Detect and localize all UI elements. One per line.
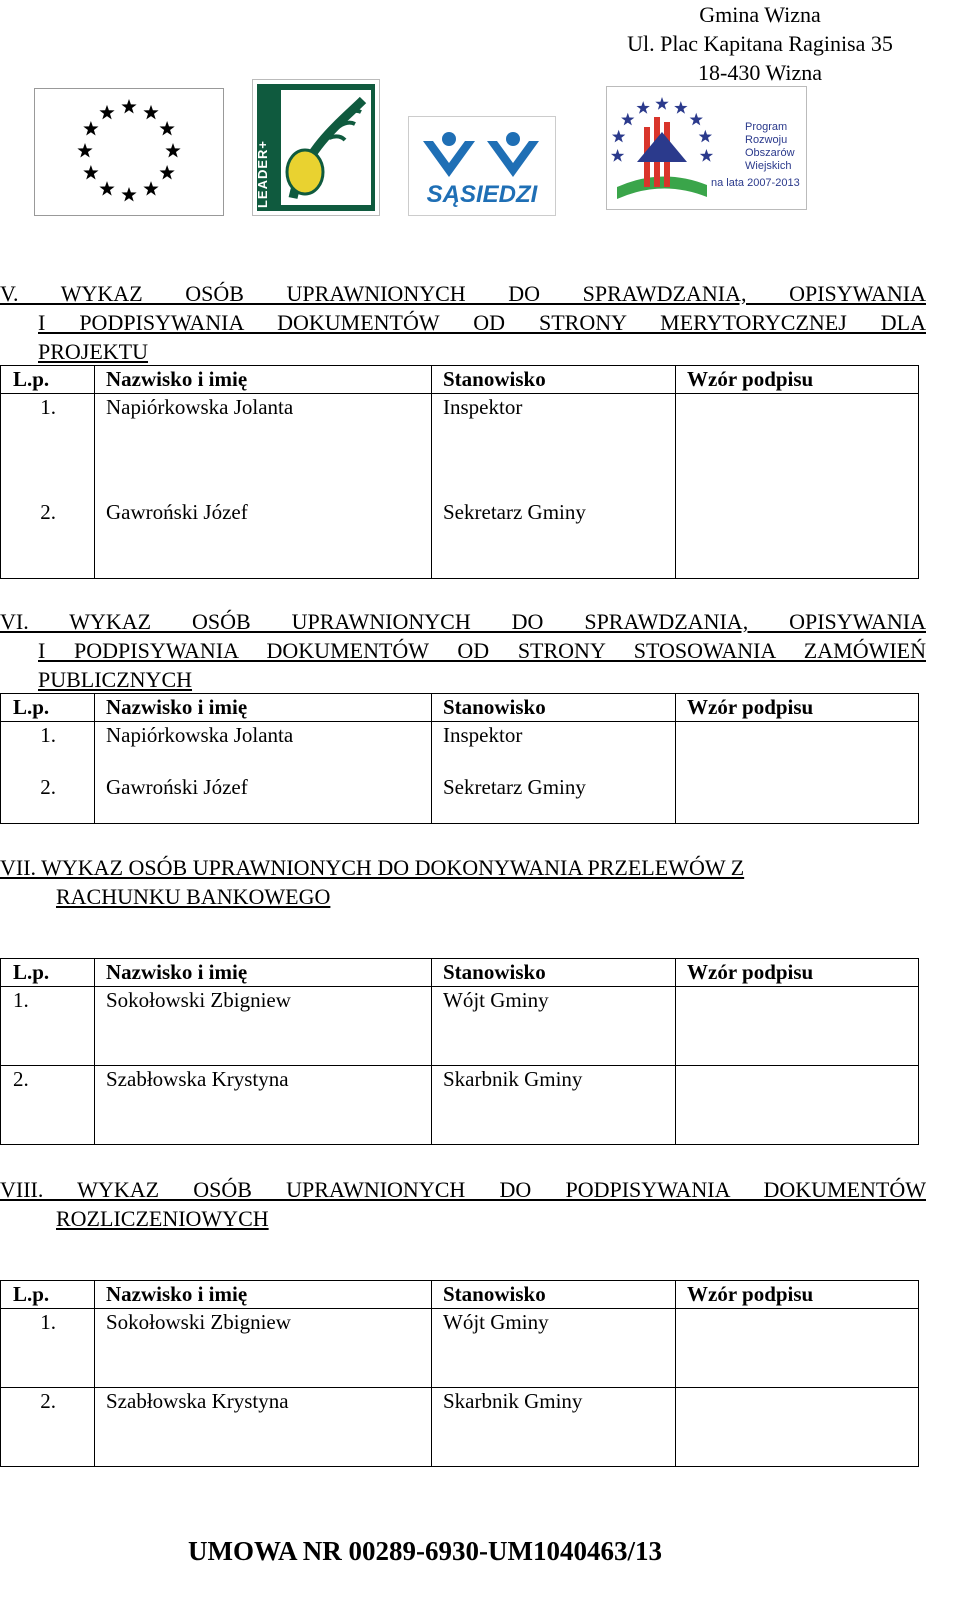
- name-cell: Szabłowska Krystyna: [95, 1066, 432, 1145]
- prow-star-icon: [637, 101, 650, 114]
- position-header: Stanowisko: [432, 959, 676, 987]
- position-cell: Skarbnik Gminy: [432, 1388, 676, 1467]
- leader-logo: [252, 79, 380, 216]
- prow-star-icon: [655, 97, 668, 110]
- prow-text-line: Obszarów: [745, 147, 795, 159]
- name-cell: Sokołowski Zbigniew: [95, 1309, 432, 1388]
- section-vii-heading: [0, 853, 926, 911]
- signature-cell[interactable]: [676, 987, 919, 1066]
- name-header: Nazwisko i imię: [95, 694, 432, 722]
- lp-header: L.p.: [1, 959, 95, 987]
- signature-cell[interactable]: [676, 1309, 919, 1388]
- table-row: [1, 722, 919, 824]
- eu-star-icon: [121, 99, 136, 114]
- position-value: Sekretarz Gminy: [443, 500, 586, 524]
- section-v-heading: [0, 279, 926, 366]
- municipality-address: [600, 0, 920, 87]
- name-cell: Szabłowska Krystyna: [95, 1388, 432, 1467]
- sasiedzi-logo: [408, 116, 556, 216]
- prow-star-icon: [690, 113, 703, 126]
- lp-cell: [1, 722, 95, 824]
- heading-line: VIII. WYKAZ OSÓB UPRAWNIONYCH DO PODPISYWANIA DOKUMENTÓW: [0, 1177, 926, 1202]
- heading-line: ROZLICZENIOWYCH: [56, 1206, 269, 1231]
- heading-line: I PODPISYWANIA DOKUMENTÓW OD STRONY MERYTORYCZNEJ DLA: [38, 310, 926, 335]
- name-value: Gawroński Józef: [106, 500, 248, 524]
- section-vii-table: [0, 958, 919, 1145]
- signature-cell[interactable]: [676, 1066, 919, 1145]
- eu-flag-logo: [34, 88, 224, 216]
- eu-star-icon: [77, 143, 92, 158]
- signature-cell[interactable]: [676, 722, 919, 824]
- lp-cell: 2.: [1, 1066, 95, 1145]
- position-header: Stanowisko: [432, 694, 676, 722]
- name-cell: [95, 722, 432, 824]
- position-cell: Skarbnik Gminy: [432, 1066, 676, 1145]
- prow-emblem-icon: [607, 87, 717, 209]
- name-cell: [95, 394, 432, 579]
- table-row: [1, 1066, 919, 1145]
- position-header: Stanowisko: [432, 1281, 676, 1309]
- position-header: Stanowisko: [432, 366, 676, 394]
- prow-text-line: Rozwoju: [745, 134, 788, 146]
- signature-header: Wzór podpisu: [676, 366, 919, 394]
- section-v-table: [0, 365, 919, 579]
- prow-logo: [606, 86, 807, 210]
- section-viii-table: [0, 1280, 919, 1467]
- name-cell: Sokołowski Zbigniew: [95, 987, 432, 1066]
- prow-text: [745, 121, 795, 173]
- section-vi-table: [0, 693, 919, 824]
- name-value: Gawroński Józef: [106, 775, 248, 799]
- eu-star-icon: [160, 165, 175, 180]
- heading-line: RACHUNKU BANKOWEGO: [56, 884, 331, 909]
- people-icon: [409, 117, 555, 187]
- lp-value: 2.: [40, 500, 56, 524]
- address-line: Ul. Plac Kapitana Raginisa 35: [627, 31, 893, 56]
- lp-header: L.p.: [1, 366, 95, 394]
- prow-star-icon: [621, 113, 634, 126]
- heading-line: PUBLICZNYCH: [38, 667, 193, 692]
- table-row: [1, 987, 919, 1066]
- eu-star-icon: [121, 187, 136, 202]
- heading-line: V. WYKAZ OSÓB UPRAWNIONYCH DO SPRAWDZANIA, OPISYWANIA: [0, 281, 926, 306]
- lp-value: 1.: [40, 395, 56, 419]
- signature-header: Wzór podpisu: [676, 1281, 919, 1309]
- table-header-row: [1, 959, 919, 987]
- lp-cell: 1.: [1, 1309, 95, 1388]
- eu-star-icon: [83, 165, 98, 180]
- lp-cell: 2.: [1, 1388, 95, 1467]
- heading-line: PROJEKTU: [38, 339, 149, 364]
- lp-header: L.p.: [1, 694, 95, 722]
- name-value: Napiórkowska Jolanta: [106, 723, 294, 747]
- lp-header: L.p.: [1, 1281, 95, 1309]
- lp-value: 1.: [40, 723, 56, 747]
- eu-star-icon: [143, 181, 158, 196]
- lp-value: 2.: [40, 775, 56, 799]
- heading-line: VII. WYKAZ OSÓB UPRAWNIONYCH DO DOKONYWANIA PRZELEWÓW Z: [0, 855, 745, 880]
- prow-period: na lata 2007-2013: [711, 177, 800, 189]
- position-cell: Wójt Gminy: [432, 987, 676, 1066]
- name-value: Napiórkowska Jolanta: [106, 395, 294, 419]
- name-header: Nazwisko i imię: [95, 1281, 432, 1309]
- signature-header: Wzór podpisu: [676, 694, 919, 722]
- lp-cell: 1.: [1, 987, 95, 1066]
- contract-number: UMOWA NR 00289-6930-UM1040463/13: [188, 1536, 662, 1566]
- prow-text-line: Program: [745, 121, 788, 133]
- prow-star-icon: [700, 149, 713, 162]
- prow-star-icon: [612, 130, 625, 143]
- eu-star-icon: [83, 121, 98, 136]
- name-header: Nazwisko i imię: [95, 959, 432, 987]
- heading-line: I PODPISYWANIA DOKUMENTÓW OD STRONY STOSOWANIA ZAMÓWIEŃ: [38, 638, 926, 663]
- prow-star-icon: [611, 149, 624, 162]
- position-cell: Wójt Gminy: [432, 1309, 676, 1388]
- table-row: [1, 394, 919, 579]
- lp-cell: [1, 394, 95, 579]
- table-header-row: [1, 366, 919, 394]
- sasiedzi-wordmark: SĄSIEDZI: [426, 181, 538, 208]
- eu-flag-icon: [35, 89, 223, 215]
- position-value: Sekretarz Gminy: [443, 775, 586, 799]
- eu-star-icon: [165, 143, 180, 158]
- signature-cell[interactable]: [676, 1388, 919, 1467]
- table-row: [1, 1309, 919, 1388]
- section-vi-heading: [0, 607, 926, 694]
- eu-star-icon: [160, 121, 175, 136]
- signature-cell[interactable]: [676, 394, 919, 579]
- prow-star-icon: [699, 130, 712, 143]
- position-value: Inspektor: [443, 723, 523, 747]
- eu-star-icon: [99, 181, 114, 196]
- position-cell: [432, 394, 676, 579]
- position-value: Inspektor: [443, 395, 523, 419]
- prow-text-line: Wiejskich: [745, 160, 792, 172]
- leader-wordmark: LEADER+: [255, 140, 270, 209]
- address-line: 18-430 Wizna: [698, 60, 822, 85]
- prow-star-icon: [674, 101, 687, 114]
- section-viii-heading: [0, 1175, 926, 1233]
- table-header-row: [1, 1281, 919, 1309]
- signature-header: Wzór podpisu: [676, 959, 919, 987]
- address-line: Gmina Wizna: [699, 2, 821, 27]
- position-cell: [432, 722, 676, 824]
- name-header: Nazwisko i imię: [95, 366, 432, 394]
- table-header-row: [1, 694, 919, 722]
- eu-star-icon: [143, 105, 158, 120]
- heading-line: VI. WYKAZ OSÓB UPRAWNIONYCH DO SPRAWDZANIA, OPISYWANIA: [0, 609, 926, 634]
- table-row: [1, 1388, 919, 1467]
- eu-star-icon: [99, 105, 114, 120]
